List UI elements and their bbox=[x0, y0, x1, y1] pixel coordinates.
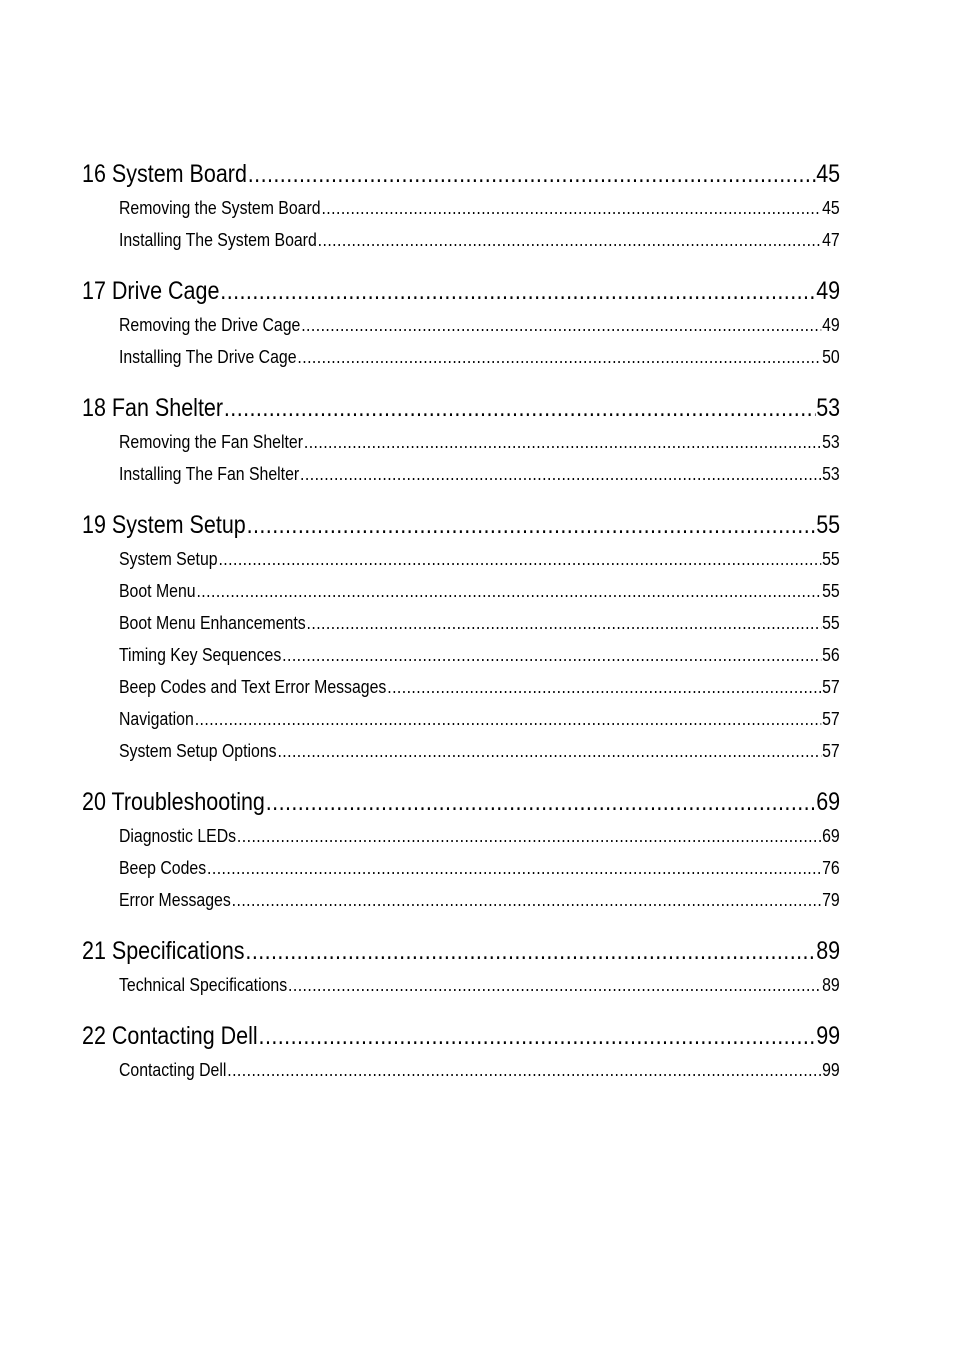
section-page: 45 bbox=[822, 198, 840, 218]
chapter-page: 69 bbox=[816, 788, 841, 816]
chapter-title: 20 Troubleshooting bbox=[82, 788, 265, 816]
section-entry[interactable] bbox=[82, 735, 840, 767]
dot-leader bbox=[266, 784, 816, 820]
toc-chapter bbox=[82, 507, 840, 767]
section-entry[interactable] bbox=[82, 224, 840, 256]
section-title: Technical Specifications bbox=[118, 975, 288, 995]
section-title: Removing the System Board bbox=[118, 198, 321, 218]
toc-chapter bbox=[82, 1018, 840, 1086]
section-entry[interactable] bbox=[82, 820, 840, 852]
chapter-entry[interactable] bbox=[82, 390, 840, 426]
chapter-entry[interactable] bbox=[82, 784, 840, 820]
section-title: Contacting Dell bbox=[118, 1060, 227, 1080]
chapter-page: 99 bbox=[816, 1022, 841, 1050]
chapter-entry[interactable] bbox=[82, 1018, 840, 1054]
dot-leader bbox=[307, 607, 822, 639]
section-entry[interactable] bbox=[82, 703, 840, 735]
section-title: System Setup bbox=[118, 549, 218, 569]
toc-chapter bbox=[82, 390, 840, 490]
chapter-page: 89 bbox=[816, 937, 841, 965]
chapter-entry[interactable] bbox=[82, 156, 840, 192]
chapter-entry[interactable] bbox=[82, 933, 840, 969]
section-entry[interactable] bbox=[82, 192, 840, 224]
section-page: 79 bbox=[822, 890, 840, 910]
dot-leader bbox=[247, 507, 816, 543]
chapter-title: 19 System Setup bbox=[82, 511, 246, 539]
dot-leader bbox=[195, 703, 822, 735]
section-entry[interactable] bbox=[82, 607, 840, 639]
section-page: 89 bbox=[822, 975, 840, 995]
dot-leader bbox=[297, 341, 821, 373]
section-title: Beep Codes bbox=[118, 858, 207, 878]
dot-leader bbox=[220, 273, 815, 309]
section-page: 55 bbox=[822, 613, 840, 633]
toc-chapter bbox=[82, 273, 840, 373]
section-title: Installing The System Board bbox=[118, 230, 317, 250]
dot-leader bbox=[304, 426, 821, 458]
dot-leader bbox=[387, 671, 821, 703]
dot-leader bbox=[196, 575, 821, 607]
section-title: Removing the Drive Cage bbox=[118, 315, 301, 335]
section-page: 57 bbox=[822, 677, 840, 697]
section-entry[interactable] bbox=[82, 969, 840, 1001]
dot-leader bbox=[301, 309, 821, 341]
section-entry[interactable] bbox=[82, 575, 840, 607]
section-page: 99 bbox=[822, 1060, 840, 1080]
dot-leader bbox=[207, 852, 821, 884]
section-title: Installing The Fan Shelter bbox=[118, 464, 300, 484]
dot-leader bbox=[259, 1018, 816, 1054]
section-title: Boot Menu Enhancements bbox=[118, 613, 306, 633]
chapter-title: 21 Specifications bbox=[82, 937, 245, 965]
dot-leader bbox=[237, 820, 821, 852]
section-title: Removing the Fan Shelter bbox=[118, 432, 303, 452]
section-title: Diagnostic LEDs bbox=[118, 826, 237, 846]
chapter-page: 45 bbox=[816, 160, 841, 188]
section-entry[interactable] bbox=[82, 852, 840, 884]
dot-leader bbox=[224, 390, 815, 426]
dot-leader bbox=[232, 884, 822, 916]
chapter-page: 55 bbox=[816, 511, 841, 539]
section-entry[interactable] bbox=[82, 1054, 840, 1086]
dot-leader bbox=[321, 192, 821, 224]
section-page: 50 bbox=[822, 347, 840, 367]
section-title: System Setup Options bbox=[118, 741, 277, 761]
toc-chapter bbox=[82, 933, 840, 1001]
chapter-page: 49 bbox=[816, 277, 841, 305]
chapter-title: 16 System Board bbox=[82, 160, 247, 188]
section-page: 53 bbox=[822, 432, 840, 452]
dot-leader bbox=[288, 969, 821, 1001]
toc-chapter bbox=[82, 784, 840, 916]
section-page: 57 bbox=[822, 709, 840, 729]
dot-leader bbox=[318, 224, 822, 256]
section-entry[interactable] bbox=[82, 309, 840, 341]
section-page: 55 bbox=[822, 581, 840, 601]
chapter-entry[interactable] bbox=[82, 507, 840, 543]
chapter-title: 18 Fan Shelter bbox=[82, 394, 224, 422]
chapter-title: 22 Contacting Dell bbox=[82, 1022, 258, 1050]
section-title: Boot Menu bbox=[118, 581, 196, 601]
section-title: Error Messages bbox=[118, 890, 231, 910]
dot-leader bbox=[282, 639, 821, 671]
section-page: 69 bbox=[822, 826, 840, 846]
dot-leader bbox=[277, 735, 821, 767]
toc-chapter bbox=[82, 156, 840, 256]
section-entry[interactable] bbox=[82, 543, 840, 575]
dot-leader bbox=[300, 458, 821, 490]
section-entry[interactable] bbox=[82, 639, 840, 671]
dot-leader bbox=[245, 933, 815, 969]
section-entry[interactable] bbox=[82, 884, 840, 916]
section-entry[interactable] bbox=[82, 341, 840, 373]
chapter-page: 53 bbox=[816, 394, 841, 422]
section-title: Beep Codes and Text Error Messages bbox=[118, 677, 387, 697]
section-page: 55 bbox=[822, 549, 840, 569]
section-page: 47 bbox=[822, 230, 840, 250]
section-page: 53 bbox=[822, 464, 840, 484]
section-entry[interactable] bbox=[82, 671, 840, 703]
section-entry[interactable] bbox=[82, 426, 840, 458]
dot-leader bbox=[218, 543, 821, 575]
section-title: Timing Key Sequences bbox=[118, 645, 282, 665]
section-page: 56 bbox=[822, 645, 840, 665]
section-title: Installing The Drive Cage bbox=[118, 347, 297, 367]
section-title: Navigation bbox=[118, 709, 194, 729]
section-page: 76 bbox=[822, 858, 840, 878]
section-page: 49 bbox=[822, 315, 840, 335]
section-entry[interactable] bbox=[82, 458, 840, 490]
table-of-contents bbox=[82, 156, 840, 1103]
dot-leader bbox=[248, 156, 816, 192]
chapter-entry[interactable] bbox=[82, 273, 840, 309]
section-page: 57 bbox=[822, 741, 840, 761]
dot-leader bbox=[227, 1054, 821, 1086]
chapter-title: 17 Drive Cage bbox=[82, 277, 220, 305]
